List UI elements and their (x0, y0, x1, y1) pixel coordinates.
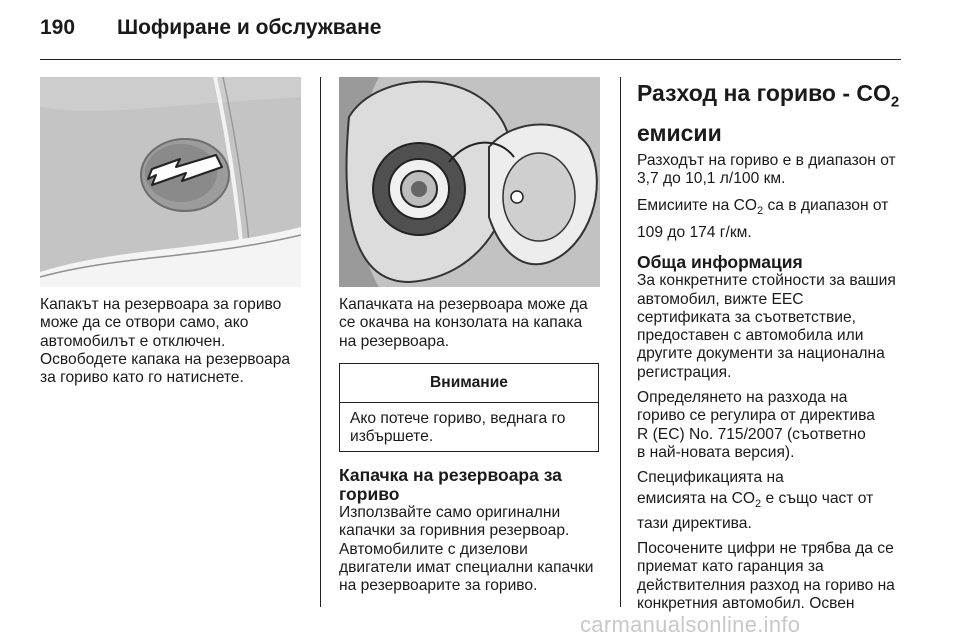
text-line: на резервоарите за гориво. (339, 577, 538, 595)
page-number: 190 (40, 16, 76, 39)
text-line (637, 488, 927, 515)
section-heading: Капачка на резервоара за (339, 465, 562, 485)
text-line: предоставен с автомобила или (637, 327, 864, 345)
text-line: Определянето на разхода на (637, 389, 848, 407)
text-line: Освободете капака на резервоара (40, 350, 291, 368)
text-line: Капачката на резервоара може да (339, 296, 588, 313)
heading-text: Разход на гориво - CO (637, 80, 891, 106)
warning-heading: Внимание (340, 364, 598, 403)
fuel-cap-figure (339, 77, 600, 287)
column-divider-2 (620, 77, 621, 607)
text-line: приемат като гаранция за (637, 558, 824, 576)
text-line: Автомобилите с дизелови (339, 540, 528, 558)
paragraph (637, 272, 927, 382)
text-line: автомобил, вижте EEC (637, 290, 804, 308)
text-line (637, 195, 927, 222)
text-span: е също част от (761, 489, 874, 507)
section-heading: гориво (339, 484, 400, 504)
text-line: Използвайте само оригинални (339, 504, 561, 521)
text-line: капачки за горивния резервоар. (339, 522, 570, 540)
text-line: Посочените цифри не трябва да се (637, 539, 894, 557)
text-line: другите документи за национална (637, 345, 885, 363)
text-line: сертификата за съответствие, (637, 308, 856, 326)
text-line: Капакът на резервоара за гориво (40, 296, 282, 313)
text-line: 3,7 до 10,1 л/100 км. (637, 169, 786, 187)
text-line: Разходът на гориво е в диапазон от (637, 151, 896, 169)
text-line: гориво се регулира от директива (637, 407, 875, 425)
text-line: тази директива. (637, 514, 752, 532)
fuel-cap-section (339, 466, 614, 595)
subscript: 2 (890, 93, 900, 111)
text-line: За конкретните стойности за вашия (637, 272, 896, 290)
section-heading (637, 78, 927, 118)
paragraph (637, 540, 927, 613)
text-span: емисията на CO (637, 489, 756, 507)
section-heading: емисии (637, 119, 722, 146)
text-line: се окачва на конзолата на капака (339, 314, 583, 332)
middle-caption (339, 296, 614, 351)
subscript: 2 (755, 497, 762, 510)
watermark: carmanualsonline.info (580, 612, 801, 637)
text-line: Спецификацията на (637, 469, 784, 487)
right-column (637, 78, 927, 620)
text-line: действителния разход на гориво на (637, 576, 895, 594)
warning-text (340, 403, 598, 447)
paragraph (637, 469, 927, 533)
text-line: за гориво като го натиснете. (40, 369, 244, 387)
text-line: на резервоара. (339, 332, 450, 350)
page-title: Шофиране и обслужване (117, 16, 382, 39)
open-fuel-filler-cap-illustration (339, 77, 600, 287)
text-line: регистрация. (637, 363, 732, 381)
paragraph (637, 195, 927, 243)
fuel-flap-figure (40, 77, 301, 287)
text-line: избършете. (350, 428, 434, 446)
text-line: 109 до 174 г/км. (637, 224, 752, 242)
text-span: са в диапазон от (763, 197, 889, 215)
text-line: в най-новата версия). (637, 443, 795, 461)
text-span: Емисиите на CO (637, 197, 758, 215)
warning-box (339, 363, 599, 452)
subscript: 2 (757, 205, 764, 218)
text-line: конкретния автомобил. Освен (637, 594, 855, 612)
column-divider-1 (320, 77, 321, 607)
fuel-flap-push-arrow-illustration (40, 77, 301, 287)
text-line: автомобилът е отключен. (40, 332, 226, 350)
paragraph (637, 389, 927, 462)
text-line: може да се отвори само, ако (40, 314, 249, 332)
header-rule (40, 59, 901, 60)
text-line: двигатели имат специални капачки (339, 558, 594, 576)
paragraph (637, 152, 927, 189)
subheading: Обща информация (637, 252, 803, 273)
text-line: R (EC) No. 715/2007 (съответно (637, 425, 866, 443)
left-caption (40, 296, 315, 387)
text-line: Ако потече гориво, веднага го (350, 410, 566, 427)
